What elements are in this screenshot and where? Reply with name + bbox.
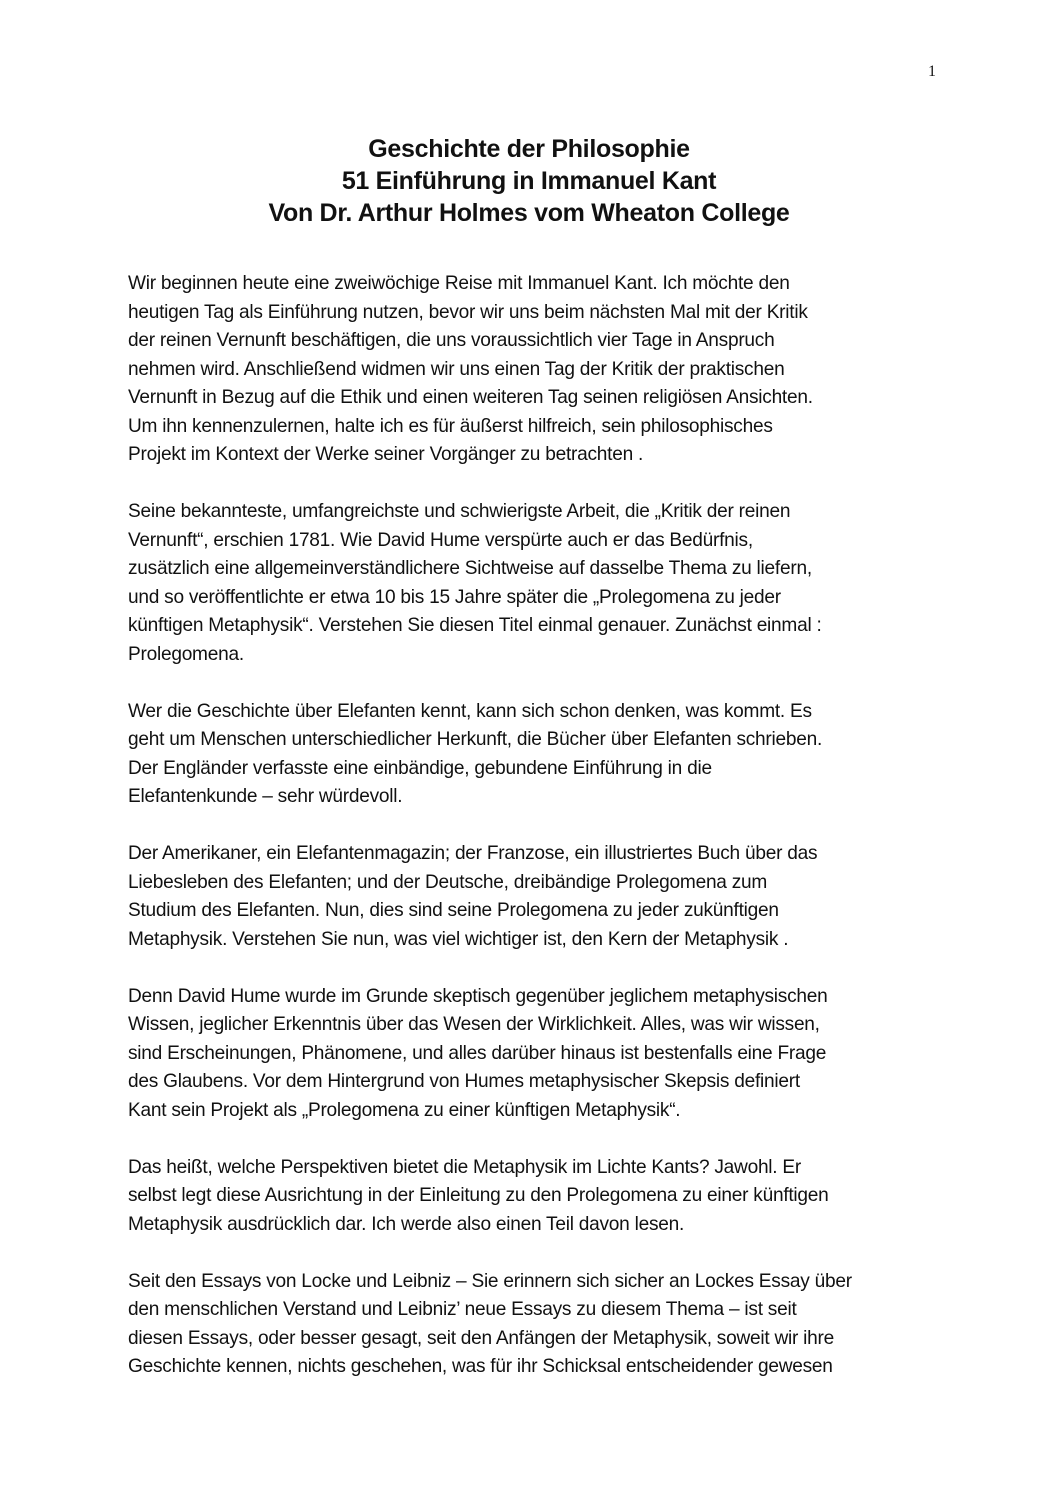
text-line: Vernunft“, erschien 1781. Wie David Hume verspürte auch er das Bedürfnis, bbox=[128, 529, 753, 551]
document-body bbox=[128, 270, 938, 1410]
text-line: diesen Essays, oder besser gesagt, seit den Anfängen der Metaphysik, soweit wir ihre bbox=[128, 1327, 835, 1349]
paragraph-2 bbox=[128, 498, 938, 669]
text-line: Metaphysik. Verstehen Sie nun, was viel wichtiger ist, den Kern der Metaphysik . bbox=[128, 928, 789, 950]
text-line: Liebesleben des Elefanten; und der Deutsche, dreibändige Prolegomena zum bbox=[128, 871, 768, 893]
text-line: künftigen Metaphysik“. Verstehen Sie diesen Titel einmal genauer. Zunächst einmal : bbox=[128, 615, 822, 636]
text-line: Um ihn kennenzulernen, halte ich es für äußerst hilfreich, sein philosophisches bbox=[128, 415, 773, 437]
text-line: Geschichte kennen, nichts geschehen, was für ihr Schicksal entscheidender gewesen bbox=[128, 1356, 833, 1377]
text-line: Studium des Elefanten. Nun, dies sind seine Prolegomena zu jeder zukünftigen bbox=[128, 900, 779, 921]
text-line: Metaphysik ausdrücklich dar. Ich werde also einen Teil davon lesen. bbox=[128, 1213, 685, 1235]
paragraph-3 bbox=[128, 698, 938, 812]
text-line: Kant sein Projekt als „Prolegomena zu einer künftigen Metaphysik“. bbox=[128, 1099, 681, 1121]
text-line: Das heißt, welche Perspektiven bietet die Metaphysik im Lichte Kants? Jawohl. Er bbox=[128, 1156, 802, 1178]
text-line: Seit den Essays von Locke und Leibniz – Sie erinnern sich sicher an Lockes Essay über bbox=[128, 1270, 852, 1292]
text-line: Elefantenkunde – sehr würdevoll. bbox=[128, 786, 403, 807]
text-line: Seine bekannteste, umfangreichste und schwierigste Arbeit, die „Kritik der reinen bbox=[128, 501, 791, 522]
text-line: der reinen Vernunft beschäftigen, die uns voraussichtlich vier Tage in Anspruch bbox=[128, 330, 775, 351]
title-line-author: Von Dr. Arthur Holmes vom Wheaton College bbox=[268, 199, 790, 227]
text-line: Der Amerikaner, ein Elefantenmagazin; der Franzose, ein illustriertes Buch über das bbox=[128, 843, 818, 864]
paragraph-6 bbox=[128, 1154, 938, 1240]
text-line: Projekt im Kontext der Werke seiner Vorgänger zu betrachten . bbox=[128, 444, 644, 465]
text-line: geht um Menschen unterschiedlicher Herkunft, die Bücher über Elefanten schrieben. bbox=[128, 729, 823, 750]
text-line: sind Erscheinungen, Phänomene, und alles darüber hinaus ist bestenfalls eine Frage bbox=[128, 1042, 827, 1064]
paragraph-5 bbox=[128, 983, 938, 1126]
paragraph-4 bbox=[128, 840, 938, 954]
paragraph-7 bbox=[128, 1268, 938, 1382]
text-line: Vernunft in Bezug auf die Ethik und einen weiteren Tag seinen religiösen Ansichten. bbox=[128, 387, 813, 408]
page-number: 1 bbox=[928, 63, 936, 80]
text-line: Wer die Geschichte über Elefanten kennt, kann sich schon denken, was kommt. Es bbox=[128, 700, 812, 722]
title-line-lecture: 51 Einführung in Immanuel Kant bbox=[341, 167, 717, 195]
text-line: Denn David Hume wurde im Grunde skeptisch gegenüber jeglichem metaphysischen bbox=[128, 985, 828, 1007]
text-line: Prolegomena. bbox=[128, 643, 244, 665]
text-line: Wissen, jeglicher Erkenntnis über das Wesen der Wirklichkeit. Alles, was wir wissen, bbox=[128, 1014, 820, 1035]
text-line: und so veröffentlichte er etwa 10 bis 15 Jahre später die „Prolegomena zu jeder bbox=[128, 586, 781, 608]
text-line: Wir beginnen heute eine zweiwöchige Reise mit Immanuel Kant. Ich möchte den bbox=[128, 273, 790, 294]
text-line: selbst legt diese Ausrichtung in der Einleitung zu den Prolegomena zu einer künftigen bbox=[128, 1185, 829, 1206]
title-line-series: Geschichte der Philosophie bbox=[368, 135, 690, 163]
text-line: Der Engländer verfasste eine einbändige, gebundene Einführung in die bbox=[128, 757, 712, 779]
document-title bbox=[100, 133, 958, 229]
text-line: den menschlichen Verstand und Leibniz’ neue Essays zu diesem Thema – ist seit bbox=[128, 1299, 797, 1320]
text-line: zusätzlich eine allgemeinverständlichere Sichtweise auf dasselbe Thema zu liefern, bbox=[128, 558, 812, 579]
text-line: heutigen Tag als Einführung nutzen, bevor wir uns beim nächsten Mal mit der Kritik bbox=[128, 301, 808, 323]
text-line: des Glaubens. Vor dem Hintergrund von Humes metaphysischer Skepsis definiert bbox=[128, 1071, 800, 1092]
paragraph-1 bbox=[128, 270, 938, 470]
text-line: nehmen wird. Anschließend widmen wir uns einen Tag der Kritik der praktischen bbox=[128, 358, 785, 380]
